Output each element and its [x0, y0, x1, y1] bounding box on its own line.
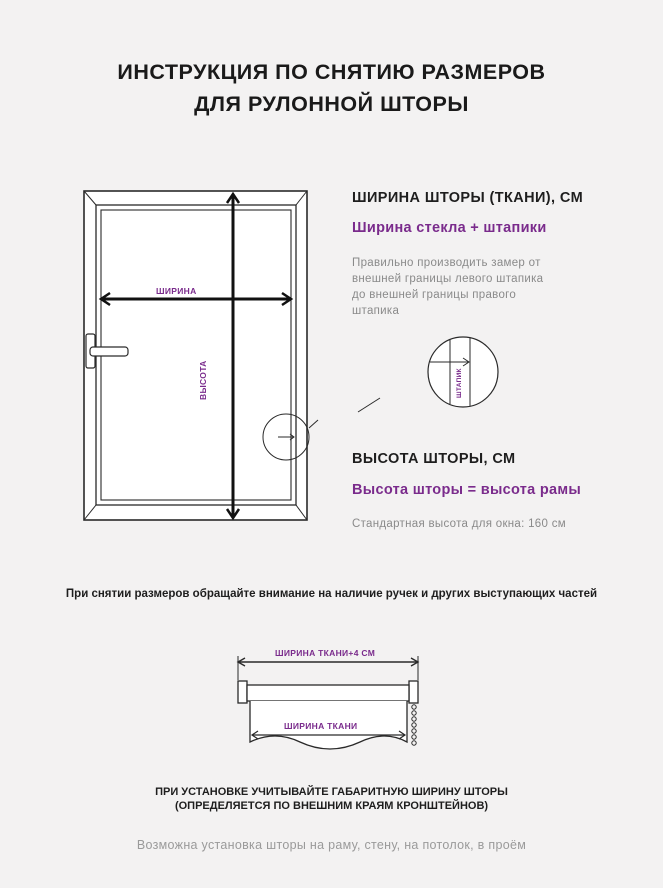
install-note-line-2: (ОПРЕДЕЛЯЕТСЯ ПО ВНЕШНИМ КРАЯМ КРОНШТЕЙНОВ): [174, 800, 489, 812]
width-description-line: до внешней границы правого: [352, 289, 517, 301]
install-note: [0, 786, 663, 812]
width-description: [352, 255, 543, 319]
height-heading: ВЫСОТА ШТОРЫ, СМ: [352, 451, 516, 467]
roller-blind-diagram: [238, 656, 418, 749]
height-note: Стандартная высота для окна: 160 см: [352, 518, 566, 530]
title-line-1: ИНСТРУКЦИЯ ПО СНЯТИЮ РАЗМЕРОВ: [117, 60, 546, 84]
width-description-line: внешней границы левого штапика: [352, 273, 544, 285]
roller-inner-label: ШИРИНА ТКАНИ: [284, 721, 358, 731]
bead-zoom-circle-large: [428, 337, 498, 407]
footer-note: Возможна установка шторы на раму, стену, на потолок, в проём: [136, 838, 527, 852]
width-heading: ШИРИНА ШТОРЫ (ТКАНИ), СМ: [352, 190, 584, 206]
width-description-line: Правильно производить замер от: [352, 257, 541, 269]
handles-warning: При снятии размеров обращайте внимание на наличие ручек и других выступающих частей: [65, 588, 598, 600]
height-label: ВЫСОТА: [198, 360, 208, 400]
bead-label: ШТАПИК: [456, 368, 463, 398]
roller-outer-label: ШИРИНА ТКАНИ+4 СМ: [275, 648, 376, 658]
width-formula: Ширина стекла + штапики: [352, 220, 547, 236]
title-line-2: ДЛЯ РУЛОННОЙ ШТОРЫ: [194, 92, 469, 116]
height-formula: Высота шторы = высота рамы: [352, 482, 582, 498]
width-description-line: штапика: [352, 305, 400, 317]
install-note-line-1: ПРИ УСТАНОВКЕ УЧИТЫВАЙТЕ ГАБАРИТНУЮ ШИРИНУ ШТОРЫ: [155, 786, 508, 798]
width-label: ШИРИНА: [156, 286, 197, 296]
